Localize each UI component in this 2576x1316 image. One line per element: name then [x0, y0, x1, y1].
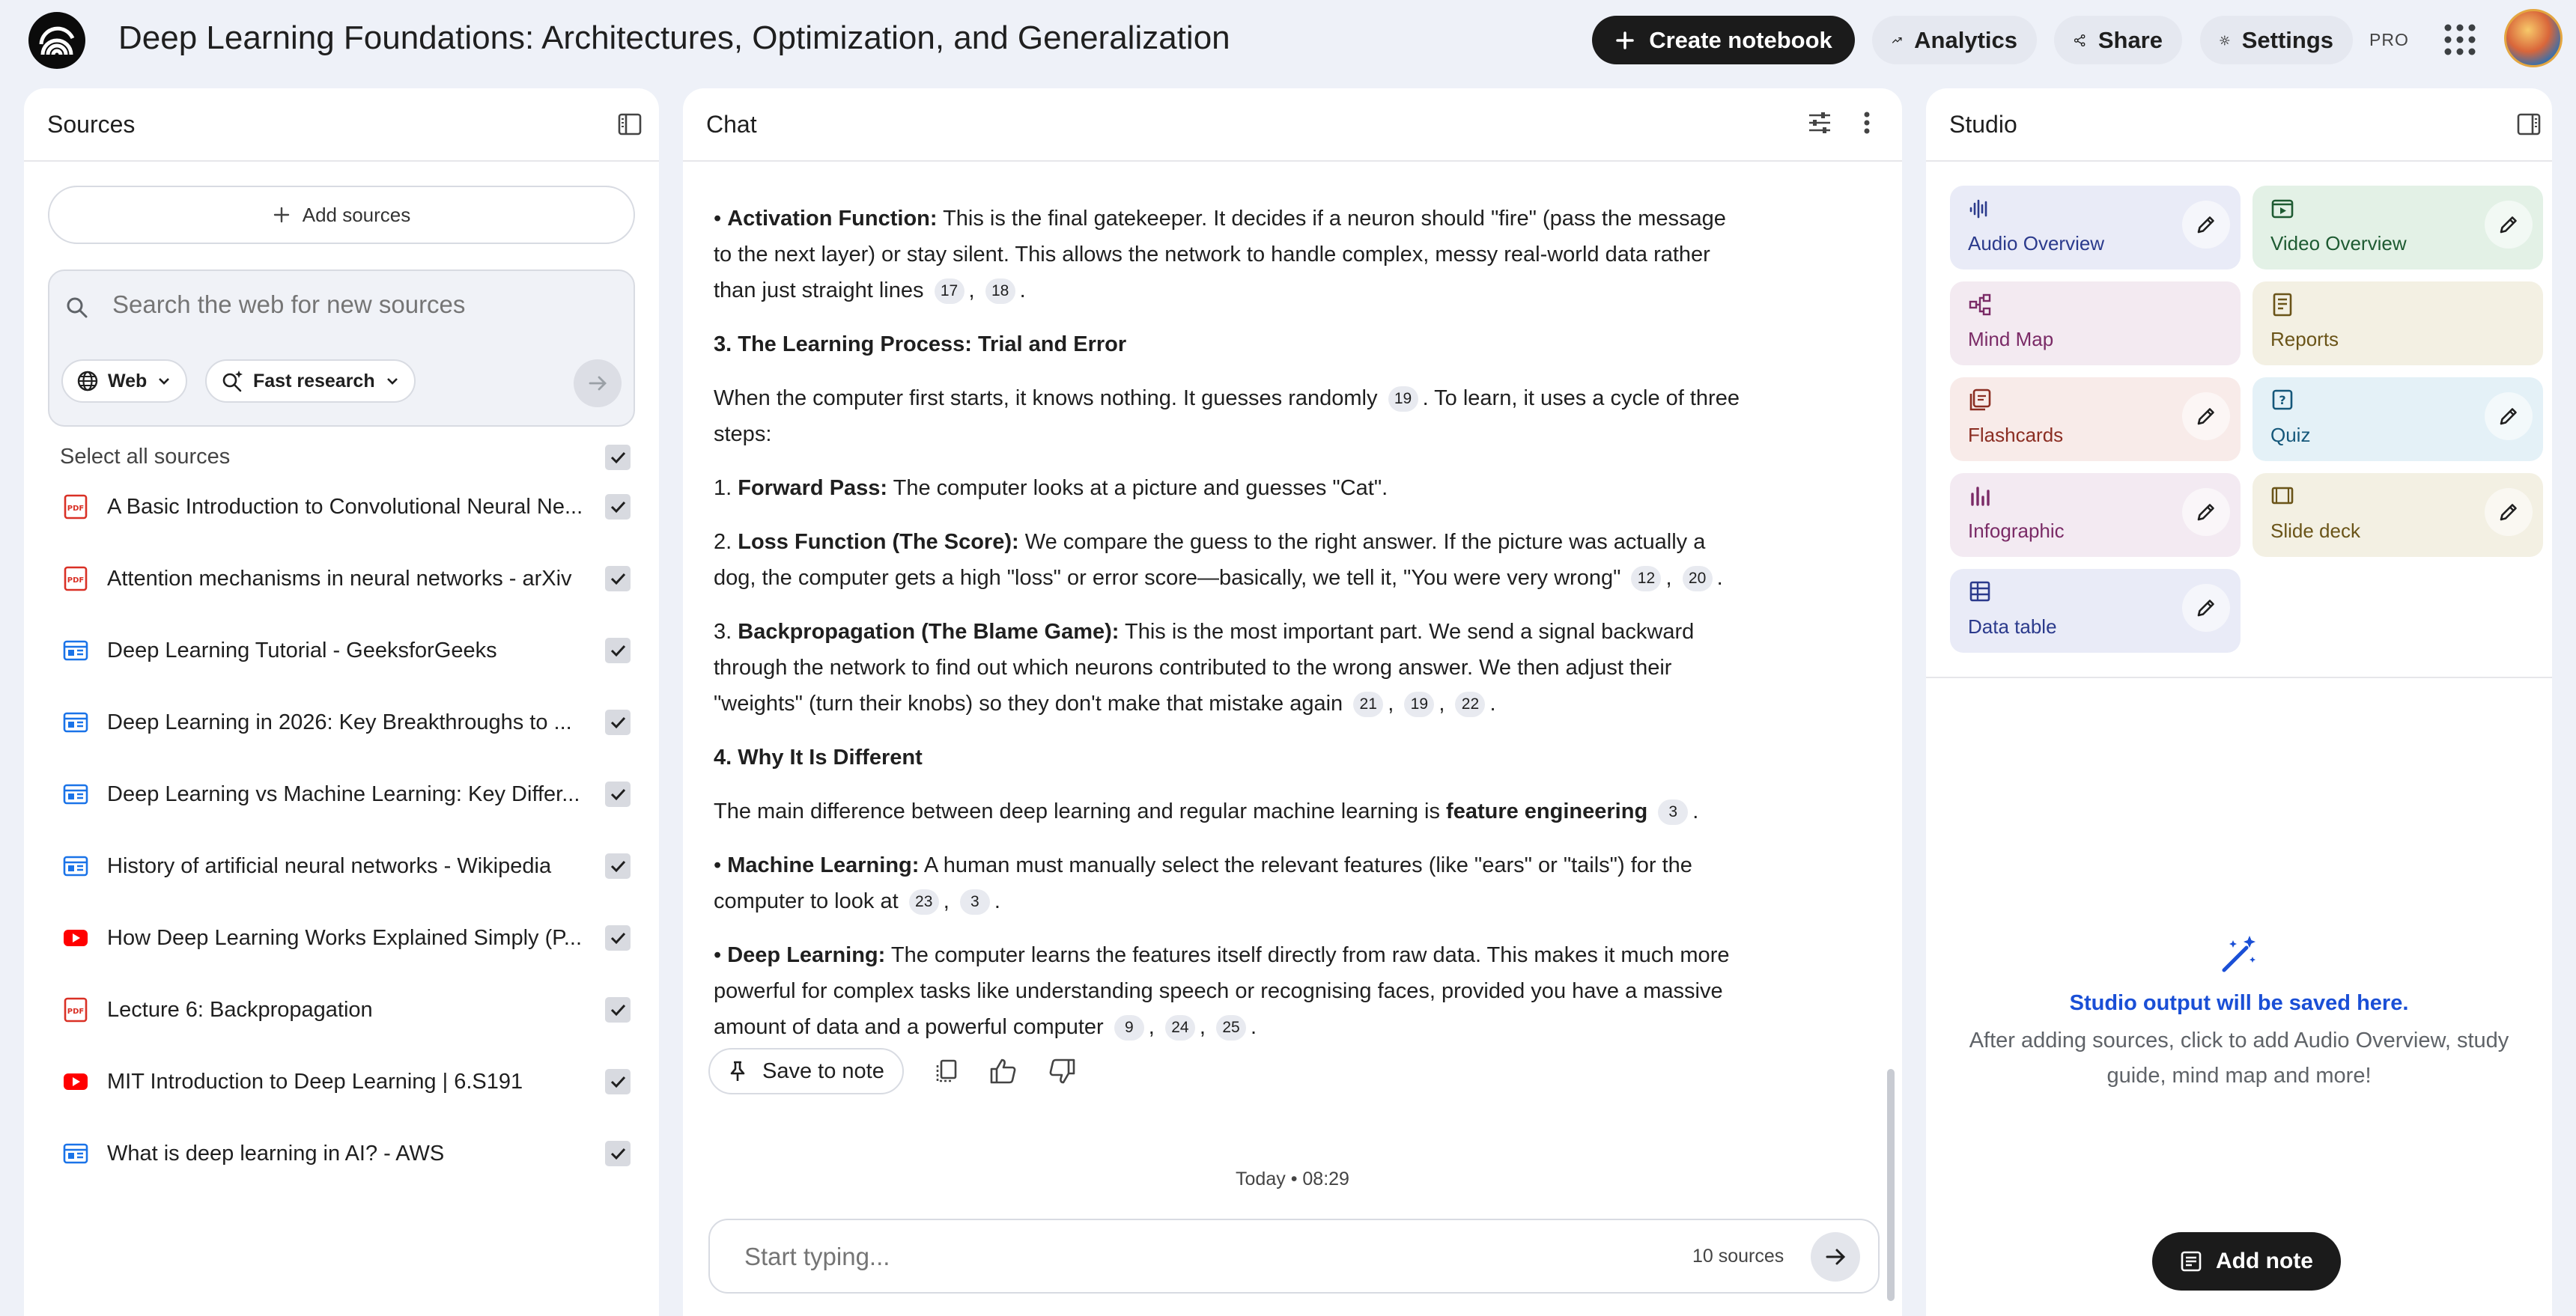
collapse-panel-icon[interactable] [2516, 112, 2542, 137]
step-3-label: Backpropagation (The Blame Game): [738, 620, 1120, 644]
source-item[interactable] [24, 831, 659, 903]
share-label: Share [2097, 26, 2163, 53]
web-source-dropdown[interactable] [61, 359, 187, 403]
svg-text:PDF: PDF [67, 1008, 85, 1016]
plus-icon [273, 206, 291, 224]
edit-button[interactable] [2485, 201, 2533, 249]
studio-tile-label: Infographic [1968, 520, 2065, 542]
thumbs-up-icon[interactable] [989, 1058, 1018, 1085]
add-sources-button[interactable] [48, 186, 635, 244]
send-button[interactable] [1811, 1232, 1860, 1282]
tune-icon[interactable] [1806, 109, 1833, 136]
source-label: History of artificial neural networks - Wikipedia [107, 854, 552, 878]
studio-tile-label: Flashcards [1968, 424, 2064, 446]
web-page-icon [63, 782, 88, 807]
studio-tile[interactable] [1950, 473, 2241, 557]
check-icon [608, 569, 628, 588]
pdf-icon [63, 566, 88, 591]
check-icon [608, 1144, 628, 1163]
pencil-icon [2195, 597, 2217, 619]
citation[interactable]: 18 [985, 278, 1015, 304]
check-icon [608, 448, 628, 467]
studio-tile[interactable] [1950, 377, 2241, 461]
arrow-right-icon [586, 372, 609, 395]
sources-title: Sources [47, 111, 136, 138]
citation[interactable]: 20 [1683, 566, 1713, 591]
ml-paragraph: • Machine Learning: A human must manually select the relevant features (like "ears" or "tails") for the computer to look at 23 , 3 . [714, 847, 1750, 919]
step-1-label: Forward Pass: [738, 476, 888, 500]
difference-paragraph: The main difference between deep learning and regular machine learning is feature engineering 3 . [714, 793, 1750, 829]
studio-title: Studio [1949, 111, 2017, 138]
web-chip-label: Web [108, 370, 148, 392]
source-count: 10 sources [1692, 1246, 1784, 1267]
check-icon [608, 856, 628, 876]
collapse-panel-icon[interactable] [617, 112, 643, 137]
check-icon [608, 713, 628, 732]
create-notebook-label: Create notebook [1649, 26, 1832, 53]
citation[interactable]: 17 [935, 278, 965, 304]
arrow-right-icon [1823, 1245, 1847, 1269]
notebook-logo-icon[interactable] [28, 12, 85, 69]
ml-label: Machine Learning: [727, 853, 920, 877]
source-label: Deep Learning vs Machine Learning: Key Differ... [107, 782, 580, 806]
studio-empty-description: After adding sources, click to add Audio Overview, study guide, mind map and more! [1969, 1029, 2509, 1088]
source-item[interactable] [24, 975, 659, 1047]
citation[interactable]: 9 [1114, 1015, 1144, 1041]
notebook-title[interactable]: Deep Learning Foundations: Architectures, Optimization, and Generalization [118, 19, 1230, 56]
citation[interactable]: 3 [960, 889, 990, 915]
studio-tile-label: Video Overview [2270, 232, 2407, 255]
step-2-label: Loss Function (The Score): [738, 530, 1019, 554]
pdf-icon [63, 997, 88, 1023]
source-checkbox[interactable] [605, 853, 631, 879]
select-all-label: Select all sources [60, 445, 231, 469]
source-checkbox[interactable] [605, 494, 631, 520]
source-label: Attention mechanisms in neural networks - arXiv [107, 567, 572, 591]
chat-message [714, 201, 1750, 1063]
quiz-icon [2270, 388, 2296, 413]
magic-wand-icon [2218, 933, 2260, 975]
step-2-text: We compare the guess to the right answer. If the picture was actually a dog, the computer gets a high "loss" or error score—basically, we tell it, "You were very wrong" [714, 530, 1706, 590]
source-item[interactable] [24, 472, 659, 543]
chat-input[interactable] [744, 1243, 1568, 1271]
source-item[interactable] [24, 1047, 659, 1118]
data-table-icon [1968, 579, 1993, 605]
step-3-text: This is the most important part. We send a signal backward through the network to find out which neurons contributed to the wrong answer. We then adjust their "weights" (turn their knobs) so they don't make that mistake again [714, 620, 1695, 716]
chevron-down-icon [156, 373, 172, 389]
citation[interactable]: 19 [1404, 692, 1434, 717]
message-timestamp: Today • 08:29 [1236, 1169, 1349, 1189]
studio-panel [1926, 88, 2552, 1316]
edit-button[interactable] [2485, 488, 2533, 536]
studio-tile-label: Slide deck [2270, 520, 2360, 542]
citation[interactable]: 24 [1165, 1015, 1195, 1041]
step-3: 3. Backpropagation (The Blame Game): This is the most important part. We send a signal backward through the network to find out which neurons contributed to the wrong answer. We then adjust their "weights" (turn their knobs) so they don't make that mistake again 21 , 19 , 22 . [714, 614, 1750, 722]
citation[interactable]: 25 [1216, 1015, 1246, 1041]
ml-text: A human must manually select the relevant features (like "ears" or "tails") for the computer to look at [714, 853, 1692, 913]
svg-text:PDF: PDF [67, 505, 85, 513]
add-sources-label: Add sources [302, 203, 411, 226]
citation[interactable]: 3 [1658, 799, 1688, 825]
difference-bold: feature engineering [1446, 799, 1648, 823]
add-note-label: Add note [2216, 1249, 2313, 1273]
pro-badge: PRO [2369, 30, 2409, 49]
source-label: Deep Learning in 2026: Key Breakthroughs to ... [107, 710, 572, 734]
dl-text: The computer learns the features itself directly from raw data. This makes it much more powerful for complex tasks like understanding speech or recognising faces, provided you have a massive amount of data and a powerful computer [714, 943, 1730, 1039]
citation[interactable]: 12 [1631, 566, 1661, 591]
more-vert-icon[interactable] [1862, 109, 1872, 136]
youtube-icon [63, 1069, 88, 1094]
edit-button[interactable] [2485, 392, 2533, 440]
search-input[interactable] [112, 290, 592, 319]
message-actions [708, 1048, 1076, 1094]
citation[interactable]: 23 [909, 889, 939, 915]
dl-paragraph: • Deep Learning: The computer learns the features itself directly from raw data. This makes it much more powerful for complex tasks like understanding speech or recognising faces, provided you have a massive amount of data and a powerful computer 9 , 24 , 25 . [714, 937, 1750, 1045]
edit-button[interactable] [2182, 201, 2230, 249]
citation[interactable]: 21 [1353, 692, 1383, 717]
report-icon [2270, 292, 2296, 317]
sources-panel [24, 88, 659, 1316]
edit-button[interactable] [2182, 584, 2230, 632]
trending-up-icon [1892, 28, 1902, 53]
avatar[interactable] [2504, 9, 2563, 67]
web-page-icon [63, 710, 88, 735]
intro-text-2: . To learn, it uses a cycle of three steps: [714, 386, 1740, 446]
edit-button[interactable] [2182, 392, 2230, 440]
intro-paragraph [714, 380, 1750, 452]
pencil-icon [2497, 501, 2520, 523]
top-bar [0, 0, 2576, 79]
chat-title: Chat [706, 111, 757, 138]
research-chip-label: Fast research [253, 370, 375, 392]
check-icon [608, 1000, 628, 1020]
create-notebook-button[interactable] [1592, 16, 1855, 64]
source-label: Deep Learning Tutorial - GeeksforGeeks [107, 639, 497, 662]
sources-header [24, 88, 659, 162]
pencil-icon [2497, 213, 2520, 236]
search-submit-button[interactable] [574, 359, 622, 407]
source-label: A Basic Introduction to Convolutional Neural Ne... [107, 495, 583, 519]
plus-icon [1614, 30, 1635, 51]
save-to-note-button[interactable] [708, 1048, 904, 1094]
source-item[interactable] [24, 759, 659, 831]
source-item[interactable] [24, 543, 659, 615]
thumbs-down-icon[interactable] [1048, 1058, 1076, 1085]
web-page-icon [63, 638, 88, 663]
source-item[interactable] [24, 687, 659, 759]
citation[interactable]: 22 [1455, 692, 1485, 717]
source-item[interactable] [24, 903, 659, 975]
check-icon [608, 641, 628, 660]
analytics-label: Analytics [1914, 26, 2017, 53]
copy-icon[interactable] [934, 1058, 959, 1084]
section-heading [714, 326, 1750, 362]
pdf-icon [63, 494, 88, 520]
source-label: MIT Introduction to Deep Learning | 6.S191 [107, 1070, 523, 1094]
source-checkbox[interactable] [605, 925, 631, 951]
source-label: What is deep learning in AI? - AWS [107, 1142, 445, 1166]
activation-text: This is the final gatekeeper. It decides if a neuron should "fire" (pass the message to the next layer) or stay silent. This allows the network to handle complex, messy real-world data rather than just straight lines [714, 207, 1726, 302]
difference-text: The main difference between deep learning and regular machine learning is [714, 799, 1440, 823]
add-note-button[interactable] [2152, 1232, 2341, 1291]
source-label: How Deep Learning Works Explained Simply (P... [107, 926, 583, 950]
step-1 [714, 470, 1750, 506]
pencil-icon [2497, 405, 2520, 427]
chat-header [683, 88, 1902, 162]
source-checkbox[interactable] [605, 782, 631, 807]
pin-icon [728, 1060, 747, 1082]
studio-tile[interactable] [2253, 377, 2543, 461]
step-1-number: 1. [714, 476, 732, 500]
video-icon [2270, 196, 2296, 222]
source-label: Lecture 6: Backpropagation [107, 998, 373, 1022]
studio-tile-label: Mind Map [1968, 328, 2054, 350]
dl-label: Deep Learning: [727, 943, 886, 967]
flashcards-icon [1968, 388, 1993, 413]
note-icon [2180, 1250, 2202, 1273]
studio-tile[interactable] [1950, 186, 2241, 269]
studio-tile[interactable] [1950, 569, 2241, 653]
youtube-icon [63, 925, 88, 951]
studio-tile-label: Data table [1968, 615, 2057, 638]
audio-wave-icon [1968, 196, 1993, 222]
section4-heading: 4. Why It Is Different [714, 746, 923, 770]
chat-panel [683, 88, 1902, 1316]
studio-tile[interactable] [2253, 281, 2543, 365]
analytics-button[interactable] [1872, 16, 2037, 64]
intro-text: When the computer first starts, it knows nothing. It guesses randomly [714, 386, 1378, 410]
studio-empty-title: Studio output will be saved here. [2069, 991, 2409, 1015]
studio-empty-state [1926, 933, 2552, 1094]
mind-map-icon [1968, 292, 1993, 317]
section3-heading: 3. The Learning Process: Trial and Error [714, 332, 1127, 356]
studio-tile[interactable] [2253, 473, 2543, 557]
source-checkbox[interactable] [605, 638, 631, 663]
svg-text:?: ? [2279, 393, 2286, 407]
globe-icon [76, 370, 99, 392]
citation[interactable]: 19 [1388, 386, 1418, 412]
save-to-note-label: Save to note [762, 1058, 884, 1083]
apps-grid-icon[interactable] [2443, 22, 2477, 57]
source-item[interactable] [24, 615, 659, 687]
web-page-icon [63, 1141, 88, 1166]
section-heading [714, 740, 1750, 776]
check-icon [608, 497, 628, 517]
studio-tile-label: Reports [2270, 328, 2339, 350]
source-checkbox[interactable] [605, 1141, 631, 1166]
research-mode-dropdown[interactable] [205, 359, 416, 403]
settings-button[interactable] [2200, 16, 2353, 64]
studio-tile[interactable] [1950, 281, 2241, 365]
svg-text:PDF: PDF [67, 576, 85, 585]
step-2: 2. Loss Function (The Score): We compare the guess to the right answer. If the picture was actually a dog, the computer gets a high "loss" or error score—basically, we tell it, "You were very wrong" 12 , 20 . [714, 524, 1750, 596]
research-sparkle-icon [220, 369, 244, 393]
check-icon [608, 1072, 628, 1091]
share-button[interactable] [2054, 16, 2182, 64]
check-icon [608, 785, 628, 804]
web-page-icon [63, 853, 88, 879]
studio-tile-label: Quiz [2270, 424, 2311, 446]
slide-deck-icon [2270, 484, 2296, 509]
select-all-checkbox[interactable] [605, 445, 631, 470]
source-checkbox[interactable] [605, 997, 631, 1023]
check-icon [608, 928, 628, 948]
settings-label: Settings [2241, 26, 2333, 53]
web-search-box [48, 269, 635, 427]
source-checkbox[interactable] [605, 710, 631, 735]
chevron-down-icon [384, 373, 401, 389]
step-1-text: The computer looks at a picture and guesses "Cat". [893, 476, 1388, 500]
pencil-icon [2195, 213, 2217, 236]
source-checkbox[interactable] [605, 566, 631, 591]
source-list [24, 472, 659, 1190]
step-2-number: 2. [714, 530, 732, 554]
gear-icon [2220, 28, 2230, 52]
source-item[interactable] [24, 1118, 659, 1190]
share-icon [2074, 28, 2086, 52]
infographic-icon [1968, 484, 1993, 509]
studio-header [1926, 88, 2552, 162]
activation-paragraph: • Activation Function: This is the final gatekeeper. It decides if a neuron should "fire" (pass the message to the next layer) or stay silent. This allows the network to handle complex, messy real-world data rather than just straight lines 17 , 18 . [714, 201, 1750, 308]
pencil-icon [2195, 405, 2217, 427]
pencil-icon [2195, 501, 2217, 523]
studio-tile[interactable] [2253, 186, 2543, 269]
chat-composer [708, 1219, 1880, 1294]
chat-scrollbar[interactable] [1887, 1069, 1895, 1301]
studio-tile-label: Audio Overview [1968, 232, 2105, 255]
source-checkbox[interactable] [605, 1069, 631, 1094]
search-icon [64, 295, 90, 320]
step-3-number: 3. [714, 620, 732, 644]
activation-label: Activation Function: [727, 207, 938, 231]
edit-button[interactable] [2182, 488, 2230, 536]
studio-divider [1926, 677, 2552, 678]
